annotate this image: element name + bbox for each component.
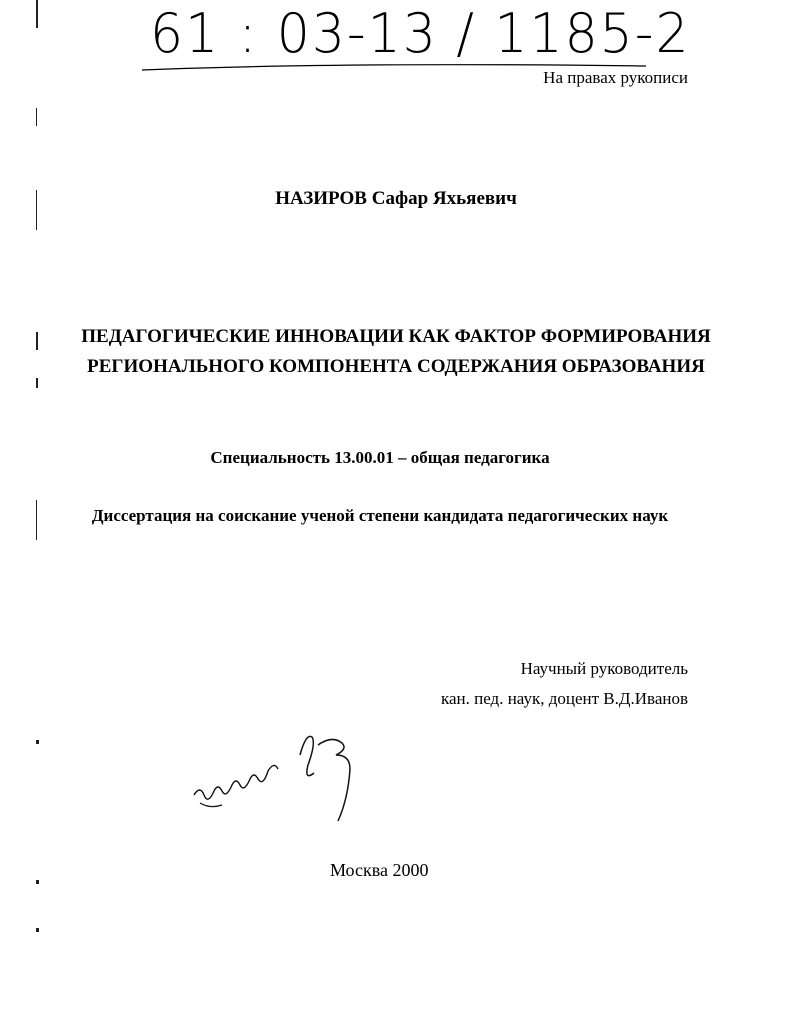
scan-margin-mark — [36, 0, 38, 28]
dissertation-title — [40, 322, 752, 382]
specialty: Специальность 13.00.01 – общая педагогика — [210, 448, 550, 467]
advisor-name: кан. пед. наук, доцент В.Д.Иванов — [440, 689, 688, 708]
place-year: Москва 2000 — [330, 860, 429, 880]
archive-number: 61 : 03-13 / 1185-2 — [150, 2, 691, 66]
scan-margin-mark — [36, 378, 38, 388]
scan-margin-mark — [36, 928, 39, 932]
rights-note: На правах рукописи — [543, 68, 688, 87]
advisor-block — [441, 654, 688, 714]
dissertation-type: Диссертация на соискание ученой степени кандидата педагогических наук — [91, 506, 669, 525]
scan-margin-mark — [36, 332, 38, 350]
author-name: НАЗИРОВ Сафар Яхьяевич — [275, 188, 517, 209]
author-signature — [190, 715, 370, 835]
scan-margin-mark — [36, 740, 39, 744]
advisor-label: Научный руководитель — [520, 659, 688, 678]
title-line-2: РЕГИОНАЛЬНОГО КОМПОНЕНТА СОДЕРЖАНИЯ ОБРАЗОВАНИЯ — [87, 356, 705, 377]
title-line-1: ПЕДАГОГИЧЕСКИЕ ИННОВАЦИИ КАК ФАКТОР ФОРМИРОВАНИЯ — [81, 326, 711, 347]
scan-margin-mark — [36, 108, 37, 126]
scan-margin-mark — [36, 880, 39, 884]
